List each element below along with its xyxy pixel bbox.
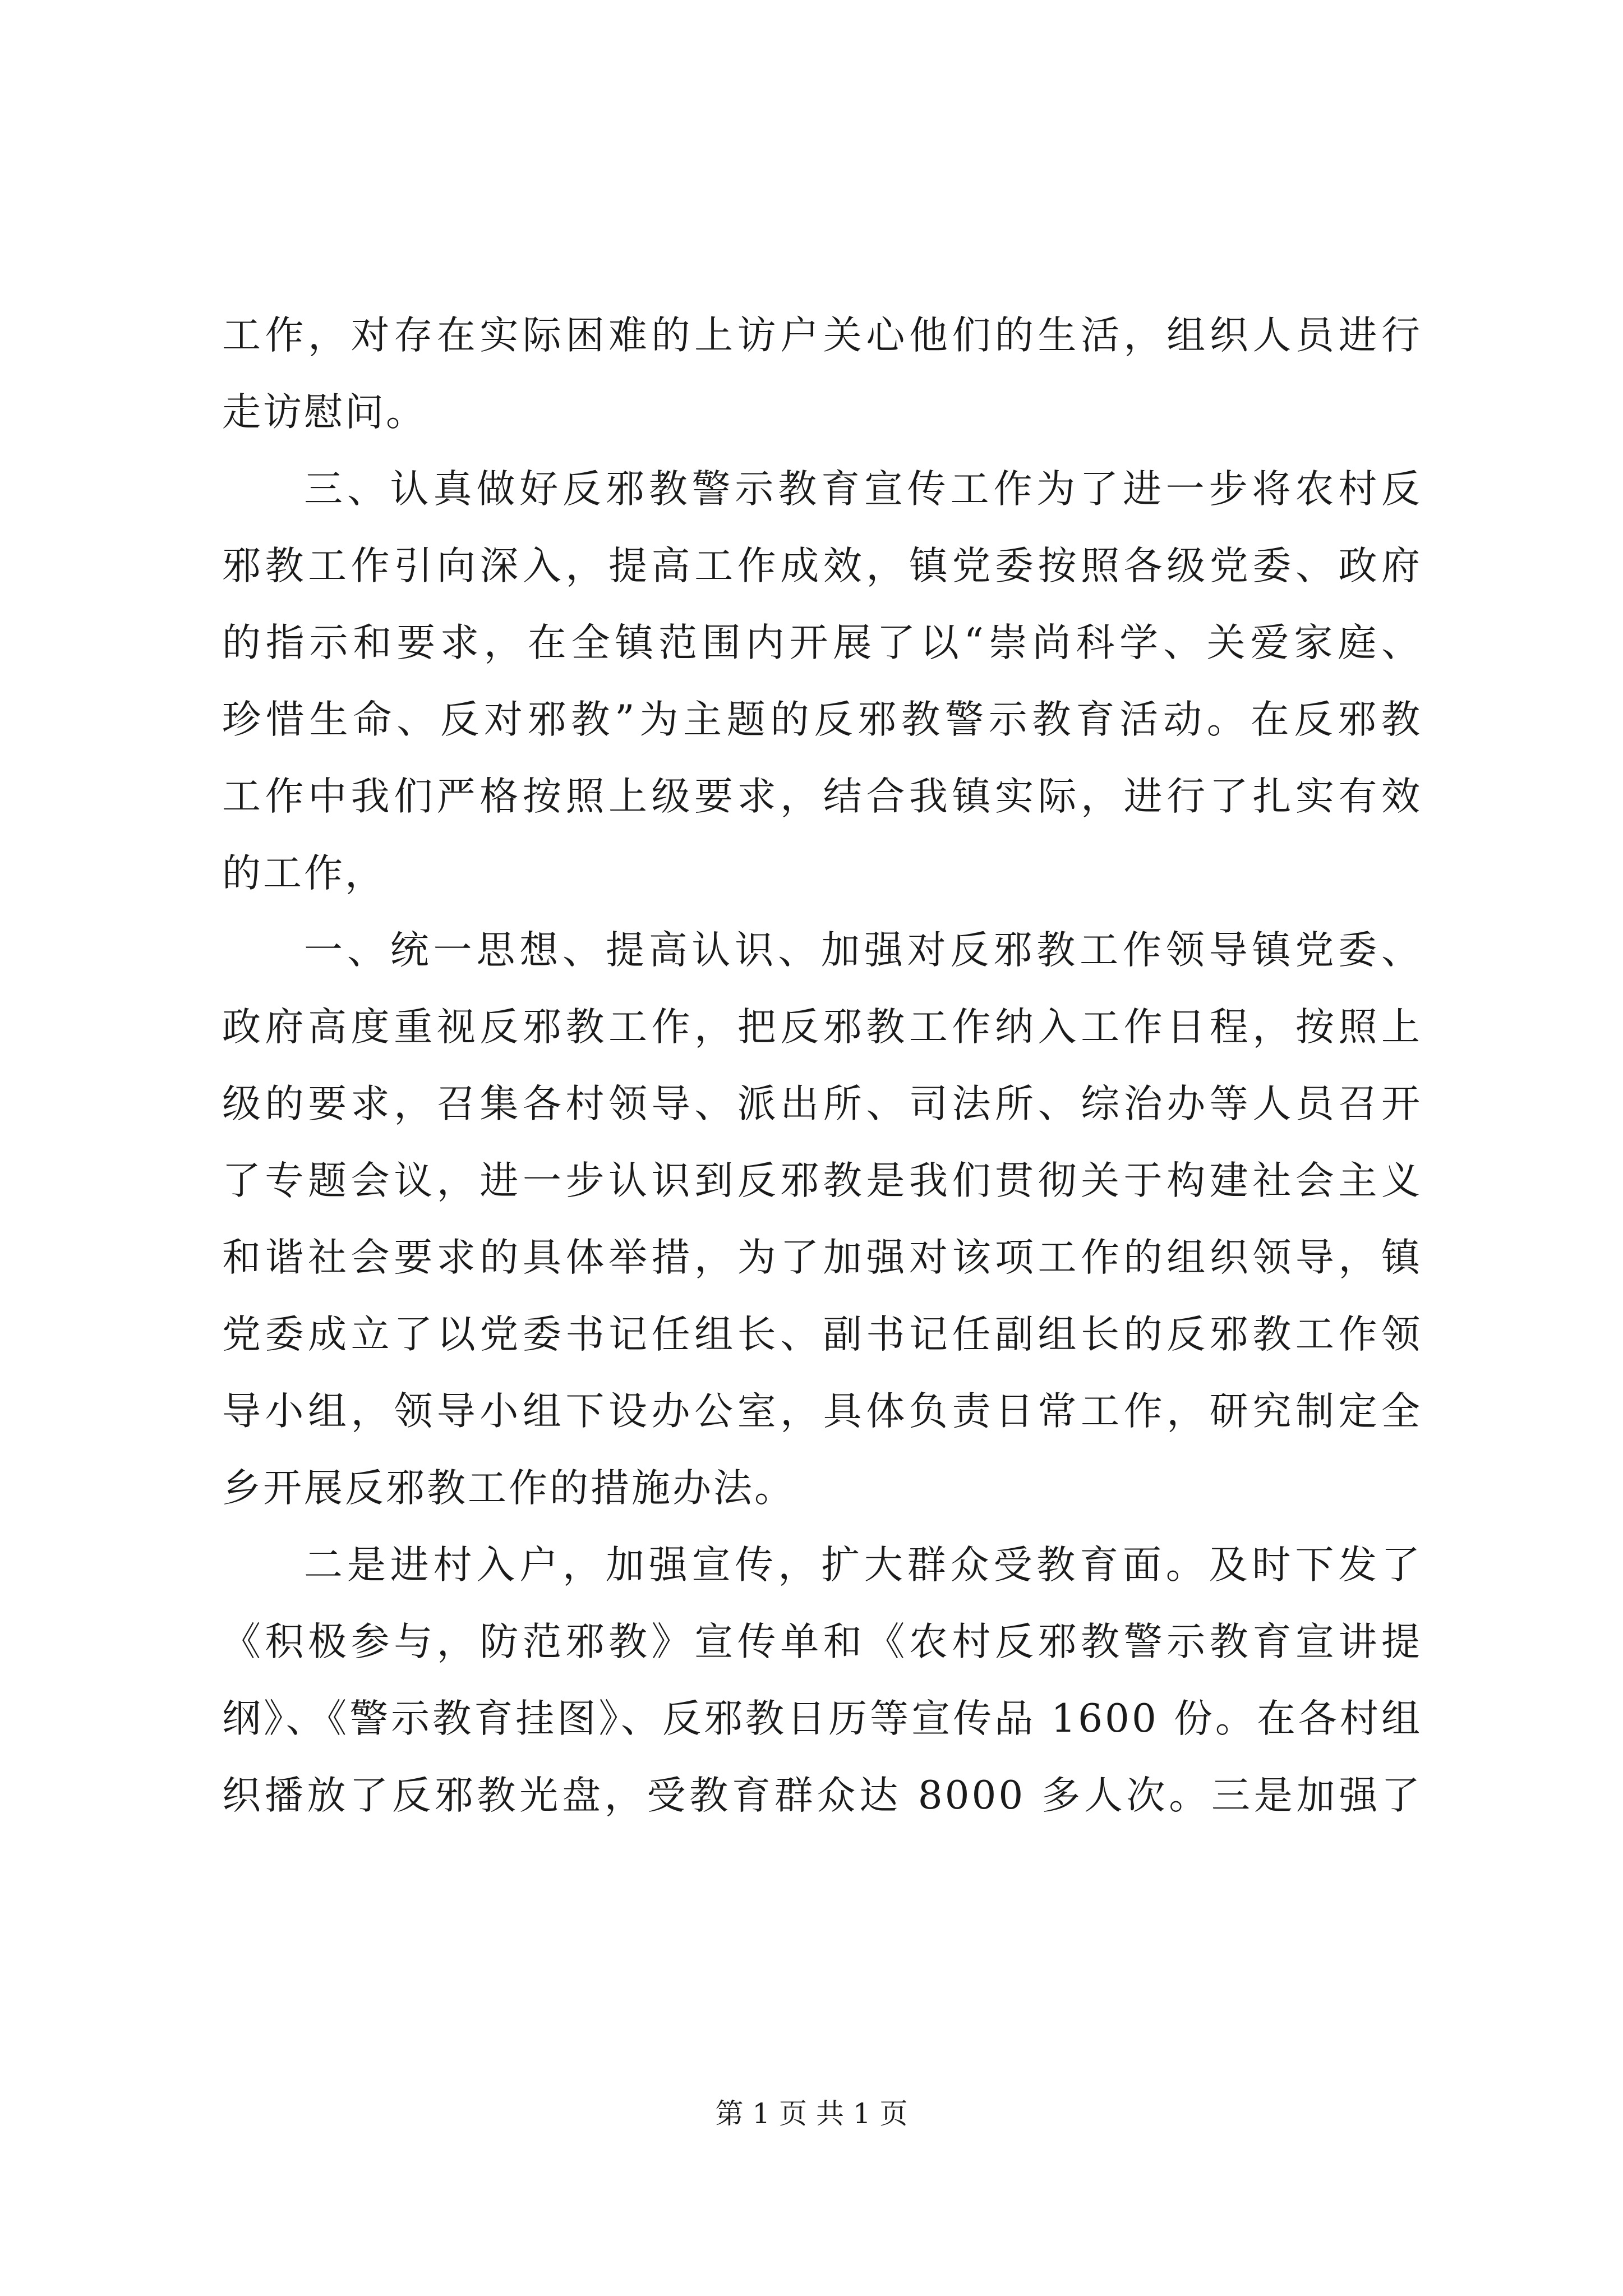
text-line: 和谐社会要求的具体举措，为了加强对该项工作的组织领导，镇 — [222, 1235, 1422, 1280]
page-footer: 第 1 页 共 1 页 — [715, 2097, 908, 2130]
text-line: 政府高度重视反邪教工作，把反邪教工作纳入工作日程，按照上 — [222, 1005, 1422, 1050]
text-line: 织播放了反邪教光盘，受教育群众达 8000 多人次。三是加强了 — [222, 1773, 1422, 1818]
text-line: 乡开展反邪教工作的措施办法。 — [222, 1466, 795, 1511]
text-line: 工作，对存在实际困难的上访户关心他们的生活，组织人员进行 — [222, 313, 1422, 358]
text-line: 一、统一思想、提高认识、加强对反邪教工作领导镇党委、 — [304, 928, 1422, 973]
text-line: 党委成立了以党委书记任组长、副书记任副组长的反邪教工作领 — [222, 1312, 1422, 1357]
text-line: 导小组，领导小组下设办公室，具体负责日常工作，研究制定全 — [222, 1389, 1422, 1434]
text-line: 二是进村入户，加强宣传，扩大群众受教育面。及时下发了 — [304, 1543, 1422, 1588]
text-line: 三、认真做好反邪教警示教育宣传工作为了进一步将农村反 — [304, 467, 1422, 512]
text-line: 了专题会议，进一步认识到反邪教是我们贯彻关于构建社会主义 — [222, 1158, 1422, 1203]
text-line: 《积极参与，防范邪教》宣传单和《农村反邪教警示教育宣讲提 — [222, 1619, 1422, 1664]
text-line: 工作中我们严格按照上级要求，结合我镇实际，进行了扎实有效 — [222, 774, 1422, 819]
document-body — [222, 297, 1422, 1834]
text-line: 纲》、《警示教育挂图》、反邪教日历等宣传品 1600 份。在各村组 — [222, 1696, 1422, 1741]
text-line: 级的要求，召集各村领导、派出所、司法所、综治办等人员召开 — [222, 1082, 1422, 1126]
text-line: 的指示和要求，在全镇范围内开展了以“崇尚科学、关爱家庭、 — [222, 620, 1422, 665]
text-line: 走访慰问。 — [222, 390, 427, 435]
text-line: 邪教工作引向深入，提高工作成效，镇党委按照各级党委、政府 — [222, 544, 1422, 588]
text-line: 珍惜生命、反对邪教”为主题的反邪教警示教育活动。在反邪教 — [222, 697, 1422, 742]
text-line: 的工作， — [222, 851, 386, 896]
